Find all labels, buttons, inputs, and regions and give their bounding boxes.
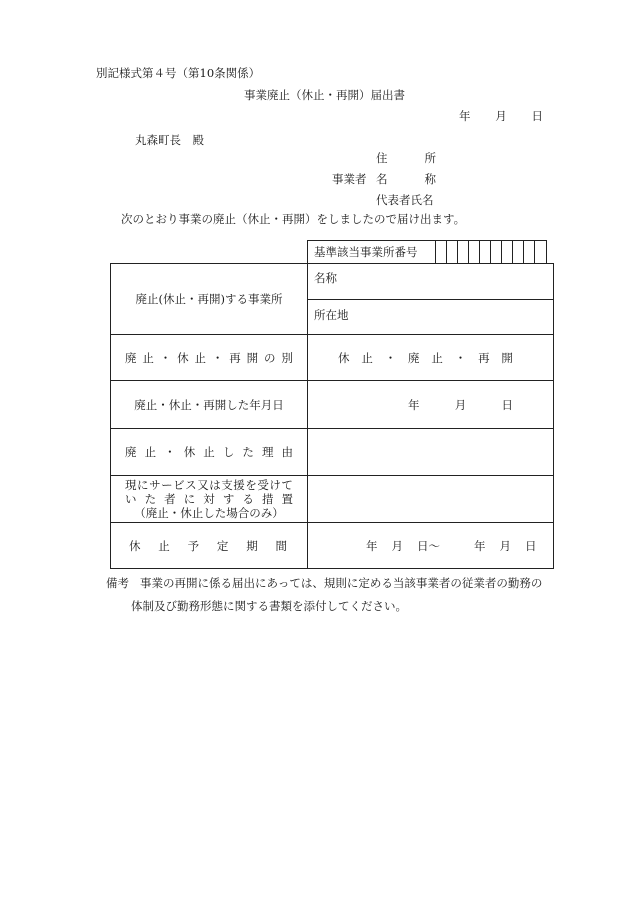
- form-title: 事業廃止（休止・再開）届出書: [244, 88, 405, 102]
- registration-digit-cell[interactable]: [491, 241, 502, 263]
- reason-field[interactable]: [308, 429, 554, 476]
- date-value-field[interactable]: 年 月 日: [308, 381, 554, 429]
- period-value-field[interactable]: 年 月 日〜 年 月 日: [308, 523, 554, 569]
- office-row: [111, 264, 554, 335]
- registration-digit-cell[interactable]: [458, 241, 469, 263]
- registration-digit-cell[interactable]: [447, 241, 458, 263]
- reason-label: 廃 止 ・ 休 止 し た 理 由: [111, 429, 308, 476]
- measures-row: [111, 476, 554, 523]
- remarks-label: 備考: [106, 576, 129, 590]
- type-row: [111, 335, 554, 381]
- representative-label: 代表者氏名: [376, 193, 434, 207]
- measures-field[interactable]: [308, 476, 554, 523]
- date-year: 年: [459, 109, 471, 123]
- registration-digit-cell[interactable]: [469, 241, 480, 263]
- name-label: 名 称: [376, 172, 436, 186]
- type-label: 廃 止 ・ 休 止 ・ 再 開 の 別: [111, 335, 308, 381]
- office-location-field[interactable]: [308, 299, 553, 334]
- date-month: 月: [495, 109, 507, 123]
- registration-digit-cell[interactable]: [502, 241, 513, 263]
- registration-digit-cell[interactable]: [480, 241, 491, 263]
- remarks-line-2: 体制及び勤務形態に関する書類を添付してください。: [131, 599, 407, 613]
- office-details: [308, 264, 554, 335]
- date-row: [111, 381, 554, 429]
- registration-digit-cell[interactable]: [535, 241, 546, 263]
- registration-number-box: [307, 240, 547, 263]
- office-name-label: 名称: [314, 271, 337, 285]
- period-label: 休 止 予 定 期 間: [111, 523, 308, 569]
- period-row: [111, 523, 554, 569]
- intro-text: 次のとおり事業の廃止（休止・再開）をしましたので届け出ます。: [121, 212, 466, 226]
- registration-number-label: 基準該当事業所番号: [308, 241, 436, 263]
- type-options[interactable]: 休 止 ・ 廃 止 ・ 再 開: [308, 335, 554, 381]
- measures-label: 現 に サ ー ビ ス 又 は 支 援 を 受 け て い た 者 に 対 す る 措 置 （廃止・休止した場合のみ）: [111, 476, 308, 523]
- office-label: 廃止(休止・再開)する事業所: [111, 264, 308, 335]
- submission-date: [459, 111, 543, 123]
- registration-digit-cell[interactable]: [524, 241, 535, 263]
- reason-row: [111, 429, 554, 476]
- addressee: 丸森町長 殿: [135, 133, 204, 147]
- date-label: 廃止・休止・再開した年月日: [111, 381, 308, 429]
- date-day: 日: [531, 109, 543, 123]
- office-location-label: 所在地: [314, 308, 349, 322]
- notification-table: [110, 263, 554, 569]
- remarks-line-1: 備考 事業の再開に係る届出にあっては、規則に定める当該事業者の従業者の勤務の: [106, 576, 543, 590]
- registration-digit-cell[interactable]: [436, 241, 447, 263]
- address-label: 住 所: [376, 151, 436, 165]
- office-name-field[interactable]: [308, 264, 553, 299]
- form-reference: 別記様式第４号（第10条関係）: [96, 66, 261, 80]
- applicant-group-label: 事業者: [332, 172, 367, 186]
- registration-digit-cell[interactable]: [513, 241, 524, 263]
